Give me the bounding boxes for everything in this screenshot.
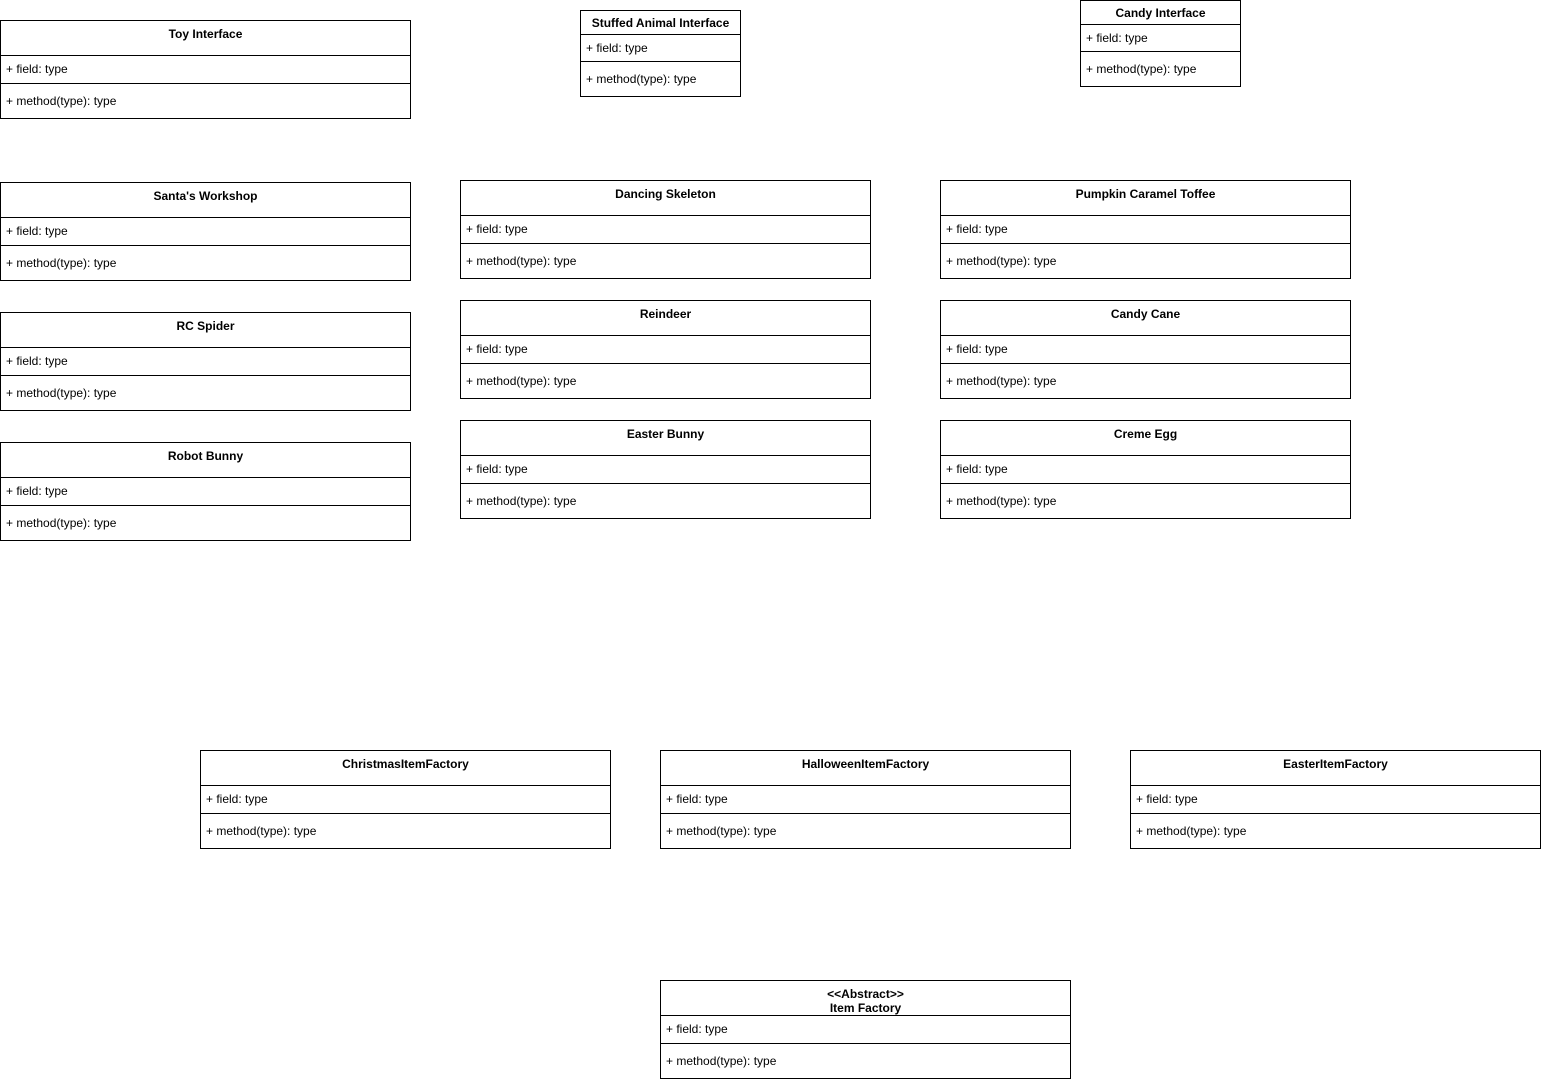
class-method: + method(type): type xyxy=(466,374,577,388)
class-name: Reindeer xyxy=(461,301,870,336)
class-name: Easter Bunny xyxy=(461,421,870,456)
class-field: + field: type xyxy=(1,478,410,506)
class-name: Stuffed Animal Interface xyxy=(581,11,740,35)
class-name: Item Factory xyxy=(829,1001,902,1015)
class-field: + field: type xyxy=(941,216,1350,244)
class-field: + field: type xyxy=(941,336,1350,364)
class-field: + field: type xyxy=(1,218,410,246)
class-method: + method(type): type xyxy=(586,72,697,86)
class-method: + method(type): type xyxy=(1136,824,1247,838)
class-field: + field: type xyxy=(1131,786,1540,814)
class-robot-bunny[interactable] xyxy=(0,442,411,541)
class-rc-spider[interactable] xyxy=(0,312,411,411)
class-method: + method(type): type xyxy=(466,494,577,508)
class-toy-interface[interactable] xyxy=(0,20,411,119)
class-field: + field: type xyxy=(461,456,870,484)
class-candy-interface[interactable] xyxy=(1080,0,1241,87)
class-method: + method(type): type xyxy=(6,256,117,270)
class-field: + field: type xyxy=(661,786,1070,814)
class-item-factory[interactable] xyxy=(660,980,1071,1079)
class-name: ChristmasItemFactory xyxy=(201,751,610,786)
class-stuffed-animal-interface[interactable] xyxy=(580,10,741,97)
class-field: + field: type xyxy=(461,216,870,244)
class-name: EasterItemFactory xyxy=(1131,751,1540,786)
class-field: + field: type xyxy=(661,1016,1070,1044)
class-name: RC Spider xyxy=(1,313,410,348)
class-method: + method(type): type xyxy=(466,254,577,268)
class-reindeer[interactable] xyxy=(460,300,871,399)
class-name: Candy Cane xyxy=(941,301,1350,336)
class-method: + method(type): type xyxy=(946,494,1057,508)
class-method: + method(type): type xyxy=(946,254,1057,268)
class-method: + method(type): type xyxy=(1086,62,1197,76)
class-santas-workshop[interactable] xyxy=(0,182,411,281)
class-name: Toy Interface xyxy=(1,21,410,56)
class-field: + field: type xyxy=(1,348,410,376)
class-easter-item-factory[interactable] xyxy=(1130,750,1541,849)
class-name: Robot Bunny xyxy=(1,443,410,478)
class-christmas-item-factory[interactable] xyxy=(200,750,611,849)
class-name: HalloweenItemFactory xyxy=(661,751,1070,786)
class-name: Dancing Skeleton xyxy=(461,181,870,216)
class-candy-cane[interactable] xyxy=(940,300,1351,399)
class-method: + method(type): type xyxy=(666,1054,777,1068)
class-creme-egg[interactable] xyxy=(940,420,1351,519)
class-halloween-item-factory[interactable] xyxy=(660,750,1071,849)
class-field: + field: type xyxy=(941,456,1350,484)
class-name: Candy Interface xyxy=(1081,1,1240,25)
class-field: + field: type xyxy=(1,56,410,84)
class-pumpkin-caramel-toffee[interactable] xyxy=(940,180,1351,279)
class-method: + method(type): type xyxy=(666,824,777,838)
class-name: Creme Egg xyxy=(941,421,1350,456)
class-header xyxy=(661,981,1070,1016)
class-easter-bunny[interactable] xyxy=(460,420,871,519)
class-method: + method(type): type xyxy=(6,94,117,108)
class-stereotype: <<Abstract>> xyxy=(827,987,904,1001)
class-method: + method(type): type xyxy=(946,374,1057,388)
class-method: + method(type): type xyxy=(6,516,117,530)
class-field: + field: type xyxy=(1081,25,1240,52)
class-field: + field: type xyxy=(201,786,610,814)
class-name: Pumpkin Caramel Toffee xyxy=(941,181,1350,216)
class-method: + method(type): type xyxy=(6,386,117,400)
class-field: + field: type xyxy=(581,35,740,62)
class-field: + field: type xyxy=(461,336,870,364)
class-method: + method(type): type xyxy=(206,824,317,838)
class-dancing-skeleton[interactable] xyxy=(460,180,871,279)
class-name: Santa's Workshop xyxy=(1,183,410,218)
